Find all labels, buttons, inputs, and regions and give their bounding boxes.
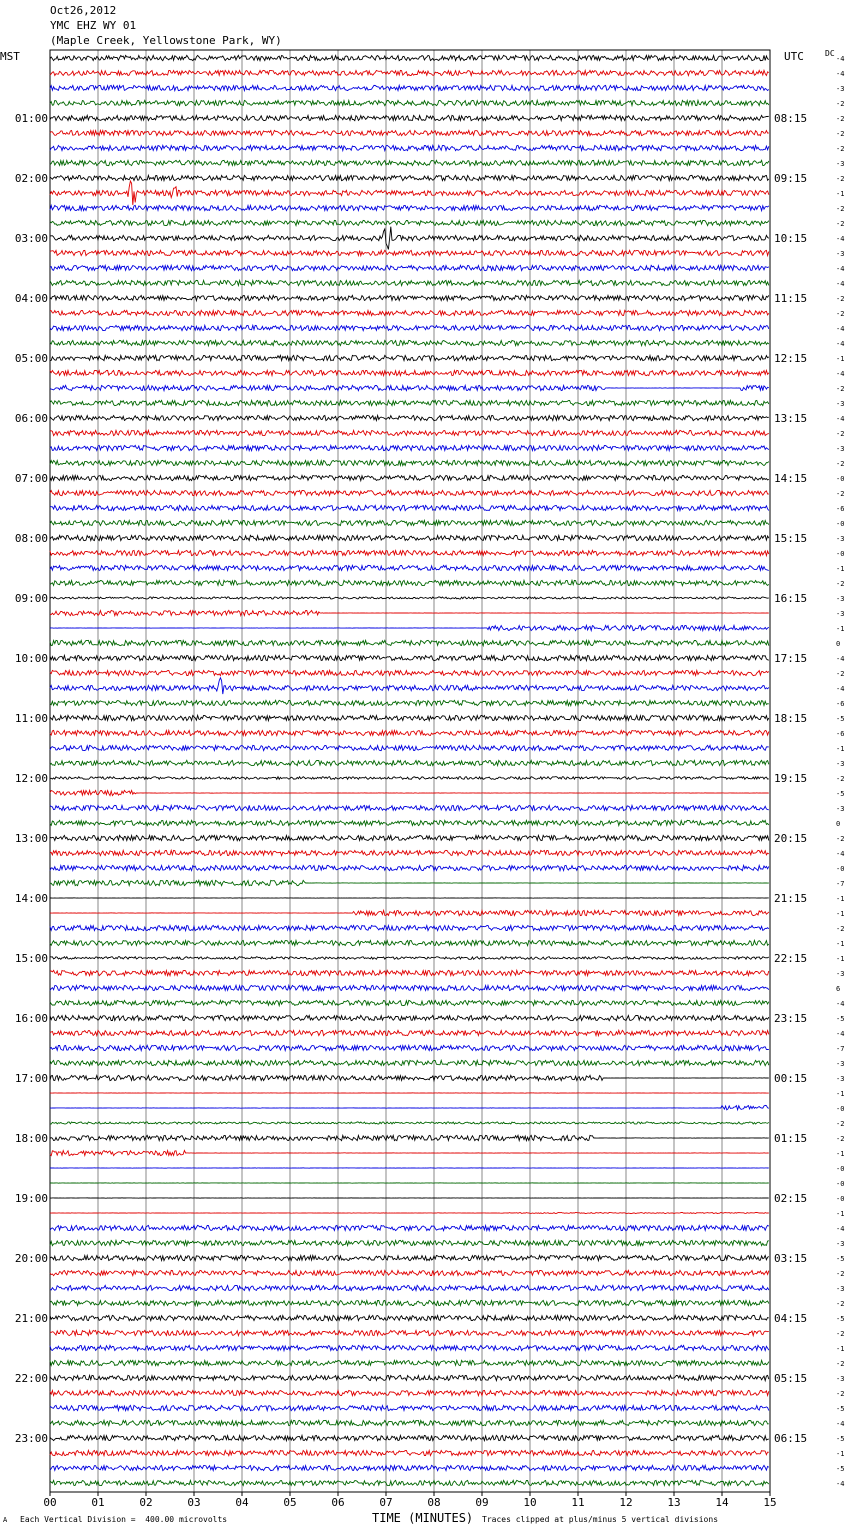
dc-offset-label: -3	[836, 1060, 845, 1068]
right-hour-label: 16:15	[774, 592, 808, 605]
trace-row	[50, 130, 769, 135]
trace-row	[50, 565, 769, 570]
x-tick-label: 08	[427, 1496, 441, 1509]
right-hour-label: 05:15	[774, 1372, 808, 1385]
right-hour-label: 06:15	[774, 1432, 808, 1445]
trace-row	[50, 295, 769, 300]
trace-row	[50, 145, 769, 150]
dc-offset-label: -1	[836, 895, 845, 903]
trace-row	[50, 265, 769, 270]
trace-row	[50, 625, 769, 630]
dc-offset-label: -5	[836, 1015, 845, 1023]
trace-row	[50, 805, 769, 810]
trace-row	[50, 1225, 769, 1230]
dc-offset-label: -2	[836, 295, 845, 303]
dc-offset-label: -4	[836, 370, 845, 378]
trace-row	[50, 1435, 769, 1440]
trace-row	[50, 1030, 769, 1035]
right-hour-label: 00:15	[774, 1072, 808, 1085]
trace-row	[50, 1075, 769, 1080]
dc-offset-label: -5	[836, 1315, 845, 1323]
right-hour-label: 08:15	[774, 112, 808, 125]
right-hour-label: 14:15	[774, 472, 808, 485]
dc-offset-label: -4	[836, 1000, 845, 1008]
dc-offset-label: -3	[836, 160, 845, 168]
left-hour-label: 23:00	[14, 1432, 48, 1445]
x-tick-label: 05	[283, 1496, 297, 1509]
left-hour-label: 12:00	[14, 772, 48, 785]
right-hour-label: 18:15	[774, 712, 808, 725]
trace-row	[50, 655, 769, 660]
trace-row	[50, 820, 769, 825]
trace-row	[50, 370, 769, 375]
dc-offset-header: DC	[825, 49, 835, 58]
trace-row	[50, 85, 769, 90]
plot-frame	[50, 50, 770, 1492]
left-hour-label: 10:00	[14, 652, 48, 665]
dc-offset-label: -3	[836, 400, 845, 408]
dc-offset-label: -3	[836, 535, 845, 543]
trace-row	[50, 310, 769, 315]
left-hour-label: 14:00	[14, 892, 48, 905]
dc-offset-label: -2	[836, 220, 845, 228]
trace-row	[50, 910, 769, 915]
dc-offset-label: -0	[836, 865, 845, 873]
x-tick-label: 00	[43, 1496, 57, 1509]
trace-row	[50, 1465, 769, 1470]
trace-row	[50, 1122, 769, 1124]
right-hour-label: 17:15	[774, 652, 808, 665]
trace-row	[50, 1060, 769, 1065]
left-hour-label: 07:00	[14, 472, 48, 485]
dc-offset-label: -1	[836, 190, 845, 198]
trace-row	[50, 520, 769, 525]
trace-row	[50, 445, 769, 450]
right-hour-label: 23:15	[774, 1012, 808, 1025]
right-timezone-label: UTC	[784, 50, 804, 63]
dc-offset-label: -2	[836, 205, 845, 213]
trace-row	[50, 1045, 769, 1050]
right-hour-label: 20:15	[774, 832, 808, 845]
dc-offset-label: -1	[836, 1210, 845, 1218]
trace-row	[50, 505, 769, 510]
left-hour-label: 03:00	[14, 232, 48, 245]
dc-offset-label: -3	[836, 610, 845, 618]
dc-offset-label: -2	[836, 1390, 845, 1398]
trace-row	[50, 835, 769, 840]
trace-row	[50, 715, 769, 720]
trace-row	[50, 250, 769, 255]
dc-offset-label: -4	[836, 1225, 845, 1233]
left-hour-label: 01:00	[14, 112, 48, 125]
dc-offset-label: -2	[836, 490, 845, 498]
left-hour-label: 15:00	[14, 952, 48, 965]
dc-offset-label: -3	[836, 595, 845, 603]
trace-row	[50, 355, 769, 360]
x-tick-label: 02	[139, 1496, 153, 1509]
dc-offset-label: -2	[836, 775, 845, 783]
left-hour-label: 06:00	[14, 412, 48, 425]
x-axis-label: TIME (MINUTES)	[372, 1511, 474, 1525]
dc-offset-label: -2	[836, 670, 845, 678]
trace-row	[50, 160, 769, 165]
trace-row	[50, 1390, 769, 1395]
left-hour-label: 02:00	[14, 172, 48, 185]
left-timezone-label: MST	[0, 50, 20, 63]
trace-row	[50, 55, 769, 60]
dc-offset-label: -4	[836, 1480, 845, 1488]
x-tick-label: 13	[667, 1496, 681, 1509]
dc-offset-label: -3	[836, 1285, 845, 1293]
dc-offset-label: -2	[836, 1360, 845, 1368]
trace-row	[50, 957, 769, 960]
dc-offset-label: -2	[836, 925, 845, 933]
left-hour-label: 18:00	[14, 1132, 48, 1145]
station-location: (Maple Creek, Yellowstone Park, WY)	[50, 34, 282, 47]
dc-offset-label: -2	[836, 310, 845, 318]
right-hour-label: 09:15	[774, 172, 808, 185]
trace-row	[50, 1480, 769, 1485]
dc-offset-label: -1	[836, 625, 845, 633]
trace-row	[50, 400, 769, 405]
right-hour-label: 04:15	[774, 1312, 808, 1325]
trace-row	[50, 640, 769, 645]
dc-offset-label: -2	[836, 1330, 845, 1338]
dc-offset-label: -2	[836, 430, 845, 438]
trace-row	[50, 175, 769, 180]
dc-offset-label: -2	[836, 1300, 845, 1308]
left-hour-label: 08:00	[14, 532, 48, 545]
right-hour-label: 13:15	[774, 412, 808, 425]
left-hour-label: 05:00	[14, 352, 48, 365]
trace-row	[50, 790, 769, 795]
clipping-note: Traces clipped at plus/minus 5 vertical divisions	[482, 1515, 719, 1524]
trace-row	[50, 597, 769, 599]
left-hour-label: 04:00	[14, 292, 48, 305]
left-hour-label: 16:00	[14, 1012, 48, 1025]
trace-row	[50, 610, 769, 615]
trace-row	[50, 985, 769, 990]
trace-row	[50, 1000, 769, 1005]
right-hour-label: 11:15	[774, 292, 808, 305]
trace-row	[50, 1105, 769, 1110]
right-hour-label: 22:15	[774, 952, 808, 965]
dc-offset-label: -3	[836, 1375, 845, 1383]
trace-row	[50, 475, 769, 480]
dc-offset-label: -4	[836, 340, 845, 348]
trace-row	[50, 535, 769, 540]
dc-offset-label: -4	[836, 325, 845, 333]
trace-row	[50, 760, 769, 765]
dc-offset-label: -4	[836, 1030, 845, 1038]
trace-row	[50, 700, 769, 705]
trace-row	[50, 70, 769, 75]
trace-row	[50, 325, 769, 330]
left-hour-label: 11:00	[14, 712, 48, 725]
trace-row	[50, 340, 769, 345]
trace-row	[50, 385, 769, 390]
trace-row	[50, 100, 769, 105]
trace-row	[50, 1285, 769, 1290]
trace-row	[50, 205, 769, 210]
trace-row	[50, 220, 769, 225]
trace-row	[50, 1135, 769, 1140]
right-hour-label: 10:15	[774, 232, 808, 245]
dc-offset-label: -2	[836, 460, 845, 468]
x-tick-label: 10	[523, 1496, 537, 1509]
trace-row	[50, 227, 769, 250]
x-tick-label: 07	[379, 1496, 393, 1509]
plot-date: Oct26,2012	[50, 4, 117, 17]
dc-offset-label: -5	[836, 1405, 845, 1413]
dc-offset-label: -1	[836, 940, 845, 948]
right-hour-label: 12:15	[774, 352, 808, 365]
dc-offset-label: -1	[836, 910, 845, 918]
right-hour-label: 19:15	[774, 772, 808, 785]
trace-row	[50, 1405, 769, 1410]
dc-offset-label: -4	[836, 1420, 845, 1428]
x-tick-label: 06	[331, 1496, 345, 1509]
trace-row	[50, 1330, 769, 1335]
x-tick-label: 01	[91, 1496, 105, 1509]
right-hour-label: 02:15	[774, 1192, 808, 1205]
dc-offset-label: -2	[836, 1270, 845, 1278]
dc-offset-label: 0	[836, 640, 841, 648]
dc-offset-label: -1	[836, 1150, 845, 1158]
dc-offset-label: -1	[836, 745, 845, 753]
trace-row	[50, 550, 769, 555]
x-tick-label: 11	[571, 1496, 585, 1509]
right-hour-label: 15:15	[774, 532, 808, 545]
trace-row	[50, 865, 769, 870]
dc-offset-label: -3	[836, 85, 845, 93]
trace-row	[50, 1360, 769, 1365]
dc-offset-label: -2	[836, 1135, 845, 1143]
trace-row	[50, 880, 769, 885]
trace-row	[50, 460, 769, 465]
trace-row	[50, 181, 769, 205]
station-code: YMC EHZ WY 01	[50, 19, 137, 32]
dc-offset-label: -1	[836, 1450, 845, 1458]
dc-offset-label: -4	[836, 70, 845, 78]
dc-offset-label: -6	[836, 505, 845, 513]
dc-offset-label: -3	[836, 250, 845, 258]
trace-row	[50, 1345, 769, 1350]
dc-offset-label: -0	[836, 1180, 845, 1188]
trace-row	[50, 1270, 769, 1275]
left-hour-label: 22:00	[14, 1372, 48, 1385]
dc-offset-label: -5	[836, 1255, 845, 1263]
trace-row	[50, 1375, 769, 1380]
dc-offset-label: 6	[836, 985, 841, 993]
trace-row	[50, 1300, 769, 1305]
dc-offset-label: -0	[836, 1165, 845, 1173]
trace-row	[50, 1255, 769, 1260]
trace-row	[50, 580, 769, 585]
dc-offset-label: -5	[836, 790, 845, 798]
trace-row	[50, 280, 769, 285]
dc-offset-label: -3	[836, 805, 845, 813]
right-hour-label: 01:15	[774, 1132, 808, 1145]
dc-offset-label: -4	[836, 415, 845, 423]
dc-offset-label: -1	[836, 565, 845, 573]
dc-offset-label: -2	[836, 100, 845, 108]
dc-offset-label: -3	[836, 1075, 845, 1083]
dc-offset-label: -3	[836, 1240, 845, 1248]
dc-offset-label: -2	[836, 115, 845, 123]
trace-row	[50, 1420, 769, 1425]
dc-offset-label: -4	[836, 850, 845, 858]
dc-offset-label: -3	[836, 970, 845, 978]
dc-offset-label: -4	[836, 235, 845, 243]
trace-row	[50, 678, 769, 694]
dc-offset-label: -4	[836, 55, 845, 63]
trace-row	[50, 850, 769, 855]
dc-offset-label: 0	[836, 820, 841, 828]
right-hour-label: 21:15	[774, 892, 808, 905]
dc-offset-label: -2	[836, 130, 845, 138]
vertical-division-note: Each Vertical Division = 400.00 microvolts	[20, 1515, 228, 1524]
trace-row	[50, 1315, 769, 1320]
dc-offset-label: -2	[836, 145, 845, 153]
dc-offset-label: -7	[836, 880, 845, 888]
dc-offset-label: -2	[836, 1120, 845, 1128]
trace-row	[50, 940, 769, 945]
trace-row	[50, 1015, 769, 1020]
x-tick-label: 14	[715, 1496, 729, 1509]
left-hour-label: 20:00	[14, 1252, 48, 1265]
right-hour-label: 03:15	[774, 1252, 808, 1265]
trace-row	[50, 730, 769, 735]
x-tick-label: 09	[475, 1496, 489, 1509]
dc-offset-label: -1	[836, 355, 845, 363]
dc-offset-label: -3	[836, 445, 845, 453]
trace-row	[50, 1213, 769, 1214]
trace-row	[50, 777, 769, 780]
dc-offset-label: -5	[836, 1435, 845, 1443]
x-tick-label: 15	[763, 1496, 777, 1509]
left-hour-label: 21:00	[14, 1312, 48, 1325]
dc-offset-label: -1	[836, 1090, 845, 1098]
dc-offset-label: -7	[836, 1045, 845, 1053]
trace-row	[50, 670, 769, 675]
dc-offset-label: -0	[836, 1195, 845, 1203]
left-hour-label: 13:00	[14, 832, 48, 845]
dc-offset-label: -2	[836, 835, 845, 843]
left-hour-label: 09:00	[14, 592, 48, 605]
left-hour-label: 19:00	[14, 1192, 48, 1205]
dc-offset-label: -1	[836, 1345, 845, 1353]
dc-offset-label: -3	[836, 760, 845, 768]
dc-offset-label: -0	[836, 520, 845, 528]
trace-row	[50, 1151, 769, 1156]
dc-offset-label: -2	[836, 175, 845, 183]
dc-offset-label: -5	[836, 715, 845, 723]
dc-offset-label: -4	[836, 280, 845, 288]
x-tick-label: 03	[187, 1496, 201, 1509]
dc-offset-label: -0	[836, 550, 845, 558]
dc-offset-label: -4	[836, 655, 845, 663]
trace-row	[50, 970, 769, 975]
x-tick-label: 04	[235, 1496, 249, 1509]
trace-row	[50, 115, 769, 120]
trace-row	[50, 415, 769, 420]
footer-mark: A	[3, 1516, 8, 1524]
trace-row	[50, 490, 769, 495]
x-tick-label: 12	[619, 1496, 633, 1509]
dc-offset-label: -2	[836, 580, 845, 588]
trace-row	[50, 430, 769, 435]
dc-offset-label: -2	[836, 385, 845, 393]
dc-offset-label: -0	[836, 1105, 845, 1113]
dc-offset-label: -4	[836, 265, 845, 273]
left-hour-label: 17:00	[14, 1072, 48, 1085]
trace-row	[50, 925, 769, 930]
trace-row	[50, 1240, 769, 1245]
dc-offset-label: -1	[836, 955, 845, 963]
dc-offset-label: -0	[836, 475, 845, 483]
dc-offset-label: -6	[836, 700, 845, 708]
trace-row	[50, 745, 769, 750]
dc-offset-label: -6	[836, 730, 845, 738]
dc-offset-label: -4	[836, 685, 845, 693]
trace-row	[50, 1450, 769, 1455]
dc-offset-label: -5	[836, 1465, 845, 1473]
